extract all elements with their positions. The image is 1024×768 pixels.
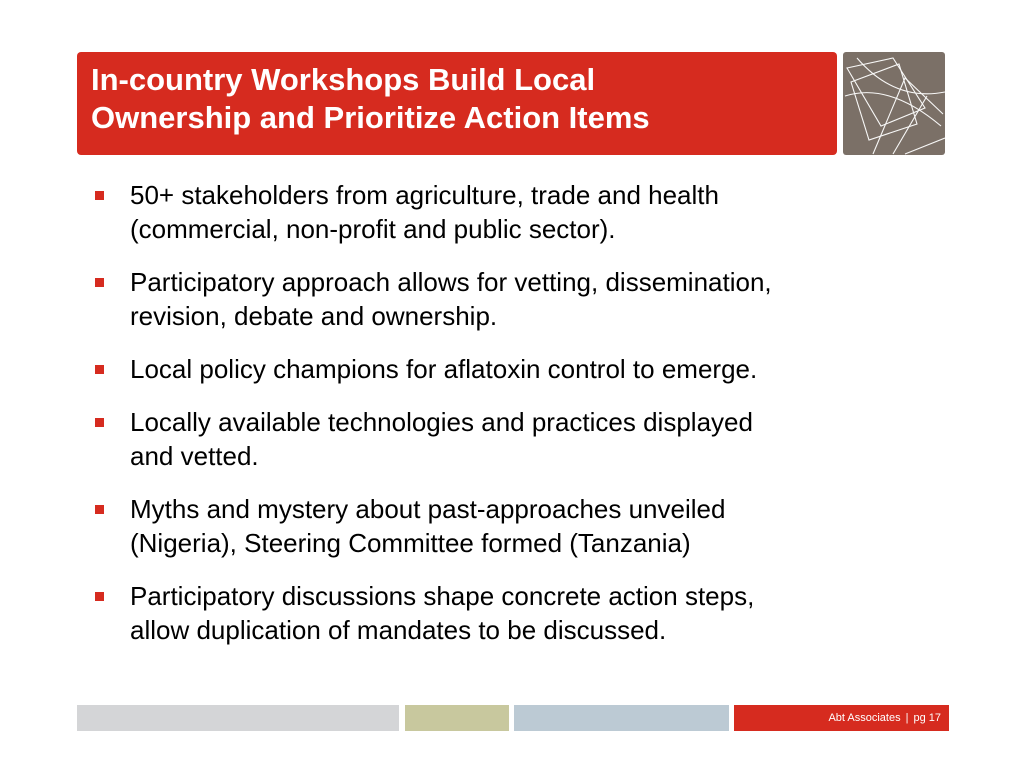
square-bullet-icon: [95, 418, 104, 427]
footer-bar-gray: [77, 705, 399, 731]
bullet-text-line-1: 50+ stakeholders from agriculture, trade and health: [130, 180, 719, 210]
footer-bar-blue: [514, 705, 729, 731]
footer-company: Abt Associates: [828, 712, 901, 724]
square-bullet-icon: [95, 592, 104, 601]
bullet-text-line-2: allow duplication of mandates to be discussed.: [130, 615, 667, 645]
square-bullet-icon: [95, 505, 104, 514]
abt-logo-graphic: [843, 52, 945, 155]
bullet-item: [92, 265, 922, 333]
bullet-text-line-2: and vetted.: [130, 441, 259, 471]
bullet-text-line-1: Locally available technologies and practices displayed: [130, 407, 753, 437]
bullet-text-line-1: Myths and mystery about past-approaches unveiled: [130, 494, 726, 524]
bullet-item: [92, 405, 922, 473]
square-bullet-icon: [95, 365, 104, 374]
square-bullet-icon: [95, 278, 104, 287]
footer-bar-olive: [405, 705, 509, 731]
bullet-text-line-1: Participatory discussions shape concrete action steps,: [130, 581, 755, 611]
bullet-text-line-2: revision, debate and ownership.: [130, 301, 498, 331]
footer-bar-red: [734, 705, 949, 731]
square-bullet-icon: [95, 191, 104, 200]
footer-page-number: pg 17: [913, 712, 941, 724]
bullet-list: [92, 178, 922, 666]
bullet-item: [92, 492, 922, 560]
slide-title-line-2: Ownership and Prioritize Action Items: [91, 100, 650, 135]
bullet-item: [92, 579, 922, 647]
bullet-text-line-1: Local policy champions for aflatoxin control to emerge.: [130, 354, 758, 384]
bullet-text-line-1: Participatory approach allows for vetting, dissemination,: [130, 267, 772, 297]
bullet-text-line-2: (Nigeria), Steering Committee formed (Tanzania): [130, 528, 691, 558]
bullet-item: [92, 352, 922, 386]
bullet-text-line-2: (commercial, non-profit and public sector).: [130, 214, 616, 244]
title-bar: [77, 52, 837, 155]
slide-title: [91, 61, 825, 137]
abt-logo-icon: [843, 52, 945, 155]
slide-title-line-1: In-country Workshops Build Local: [91, 62, 596, 97]
bullet-item: [92, 178, 922, 246]
footer-separator: |: [905, 712, 909, 724]
